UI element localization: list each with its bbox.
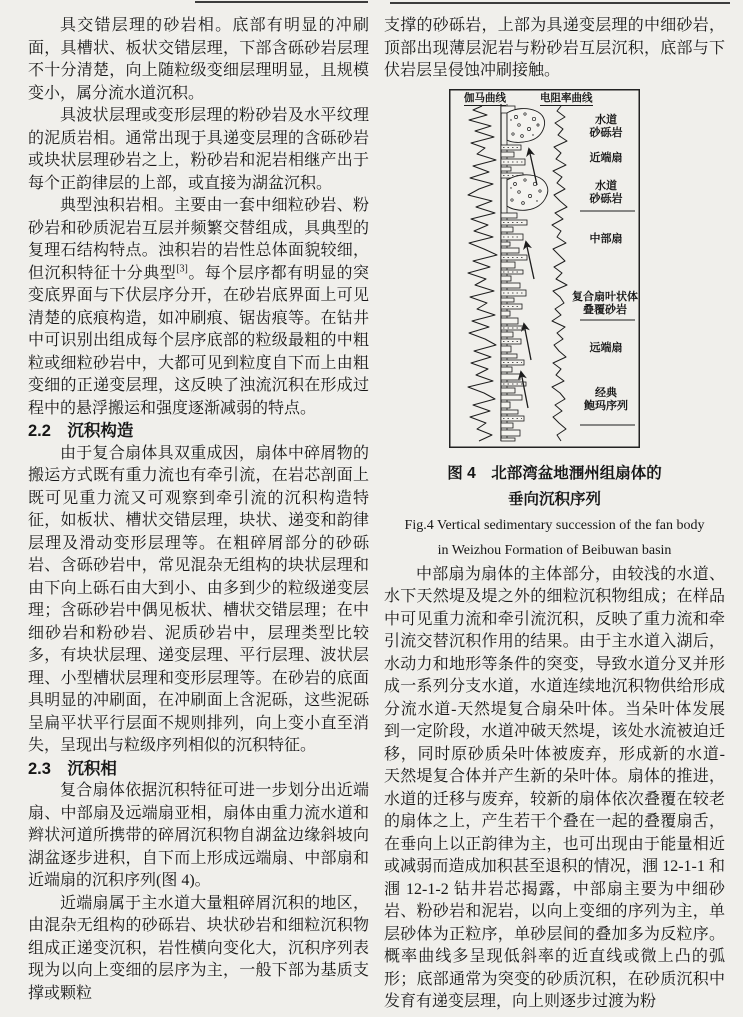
gamma-curve	[468, 106, 497, 441]
caption-cn-line2: 垂向沉积序列	[507, 490, 601, 508]
zone-label-proximal-fan	[571, 152, 641, 165]
paragraph-wavy-bedding-facies: 具波状层理或变形层理的粉砂岩及水平纹理的泥质岩相。通常出现于具递变层理的含砾砂岩或块状层理砂岩之上，粉砂岩和泥岩相继产出于每个正韵律层的上部，或直接为湖盆沉积。	[28, 107, 369, 192]
scan-artifact-line	[195, 1, 368, 3]
figure-4-diagram	[449, 89, 640, 448]
paragraph-sedimentary-structures: 由于复合扇体具双重成因，扇体中碎屑物的搬运方式既有重力流也有牵引流，在岩芯剖面上既可见重力流又可观察到牵引流的沉积构造特征，如板状、槽状交错层理，块状、递变和韵律层理及滑动变形层理等。在粗碎屑部分的砂砾岩、含砾砂岩中，常见混杂无组构的块状层理和由下向上砾石由大到小、由多到少的粒级递变层理；含砾砂岩中偶见板状、槽状交错层理；在中细砂岩和粉砂岩、泥质砂岩中，层理类型比较多，有块状层理、递变层理、平行层理、波状层理、小型槽状层理和变形层理等。在砂岩的底面具明显的冲刷面，在冲刷面上含泥砾，这些泥砾呈扁平状平行层面不规则排列，向上变小直至消失，呈现出与粒级序列相似的沉积特征。	[28, 444, 369, 754]
paragraph-sedimentary-facies: 复合扇体依据沉积特征可进一步划分出近端扇、中部扇及远端扇亚相，扇体由重力流水道和辫状河道所携带的碎屑沉积物自湖盆边缘斜坡向湖盆逐步进积，自下而上形成远端扇、中部扇和近端扇的沉积序列(图 4)。	[28, 782, 369, 889]
gamma-curve-label: 伽马曲线	[464, 91, 506, 104]
zone-label-line: 复合扇叶状体	[572, 290, 638, 303]
caption-en-line1: Fig.4 Vertical sedimentary succession of the fan body	[404, 517, 705, 533]
upward-arrow	[521, 372, 528, 408]
zone-label-line: 砂砾岩	[589, 126, 623, 139]
zone-label-line: 叠覆砂岩	[583, 303, 627, 316]
paragraph-turbidite-facies	[28, 195, 369, 420]
lithology-column	[501, 104, 527, 441]
zone-label-line: 远端扇	[589, 341, 623, 354]
zone-label-mid-fan	[571, 233, 641, 246]
channel-conglomerate-lobe-lower	[507, 174, 548, 209]
left-column	[28, 15, 369, 1005]
paragraph-proximal-fan: 近端扇属于主水道大量粗碎屑沉积的地区，由混杂无组构的砂砾岩、块状砂岩和细粒沉积物组成正递变沉积，岩性横向变化大，沉积序列表现为以向上变细的层序为主，一般下部为基质支撑或颗粒	[28, 894, 369, 1002]
zone-label-distal-fan	[571, 342, 641, 355]
zone-label-line: 近端扇	[589, 151, 623, 164]
caption-en-line2: in Weizhou Formation of Beibuwan basin	[437, 542, 672, 558]
zone-label-stacked-lobe-sandstone	[561, 291, 649, 317]
paragraph-text: 。每个层序都有明显的突变底界面与下伏层序分开，在砂岩底界面上可见清楚的底痕构造，如冲刷痕、锯齿痕等。在钻井中可识别出组成每个层序底部的粒级最粗的中粗粒或细粒砂岩中，大都可见到粒度自下而上由粗变细的正递变层理，这反映了浊流沉积在形成过程中的悬浮搬运和强度逐渐减弱的特点。	[28, 264, 369, 417]
channel-conglomerate-lobe-upper	[507, 108, 545, 142]
paragraph-proximal-fan-continued: 支撑的砂砾岩，上部为具递变层理的中细砂岩，顶部出现薄层泥岩与粉砂岩互层沉积，底部与下伏岩层呈侵蚀冲刷接触。	[384, 17, 725, 79]
zone-label-channel-conglomerate-2	[571, 180, 641, 206]
zone-label-bouma-sequence	[571, 387, 641, 413]
zone-label-line: 砂砾岩	[589, 192, 623, 205]
zone-label-line: 中部扇	[589, 232, 623, 245]
upward-arrow	[526, 242, 534, 279]
figure-caption	[384, 461, 725, 563]
section-heading-2-2: 2.2 沉积构造	[28, 422, 134, 440]
zone-label-line: 水道	[595, 113, 617, 126]
zone-label-line: 水道	[595, 179, 617, 192]
paragraph-sandstone-facies: 具交错层理的砂岩相。底部有明显的冲刷面，具槽状、板状交错层理，下部含砾砂岩层理不十分清楚，向上随粒级变细层理明显，且规模变小，属分流水道沉积。	[28, 17, 369, 102]
section-heading-2-3: 2.3 沉积相	[28, 759, 117, 778]
zone-label-line: 经典	[595, 386, 617, 399]
zone-label-channel-conglomerate-1	[571, 114, 641, 140]
caption-cn-line1: 图 4 北部湾盆地涠州组扇体的	[447, 464, 662, 482]
resistivity-curve-label: 电阻率曲线	[540, 91, 593, 104]
paragraph-mid-fan: 中部扇为扇体的主体部分，由较浅的水道、水下天然堤及堤之外的细粒沉积物组成；在样品中可见重力流和牵引流沉积，反映了重力流和牵引流交替沉积作用的结果。由于主水道入湖后，水动力和地形等条件的突变，导致水道分叉并形成一系列分支水道，水道连续地沉积物供给形成分流水道-天然堤复合扇朵叶体。当朵叶体发展到一定阶段，水道冲破天然堤，该处水流被迫迁移，同时原砂质朵叶体被废弃，形成新的水道-天然堤复合体并产生新的朵叶体。扇体的推进，水道的迁移与废弃，较新的扇体依次叠覆在较老的扇体之上，产生若干个叠在一起的叠覆扇舌，在垂向上以正韵律为主，也可出现由于能量相近或减弱而造成加积甚至退积的情况，涠 12-1-1 和涠 12-1-2 钻井岩芯揭露，中部扇主要为中细砂岩、粉砂岩和泥岩，以向上变细的序列为主，单层砂体为正粒序，单砂层间的叠加多为反粒序。概率曲线多呈现低斜率的近直线或微上凸的弧形；底部通常为突变的砂质沉积，在砂质沉积中发育有递变层理，向上则逐步过渡为粉	[384, 565, 725, 1010]
resistivity-curve	[552, 106, 567, 441]
zone-label-line: 鲍玛序列	[584, 399, 628, 412]
citation-ref-3: [3]	[176, 263, 188, 275]
right-column	[384, 15, 725, 1014]
upward-arrow	[524, 324, 531, 360]
paragraph-text: 典型浊积岩相。主要由一套中细粒砂岩、粉砂岩和砂质泥岩互层并频繁交替组成，具典型的复理石结构特点。浊积岩的岩性总体面貌较细，但沉积特征十分典型	[28, 197, 369, 282]
scan-artifact-line	[390, 2, 730, 4]
